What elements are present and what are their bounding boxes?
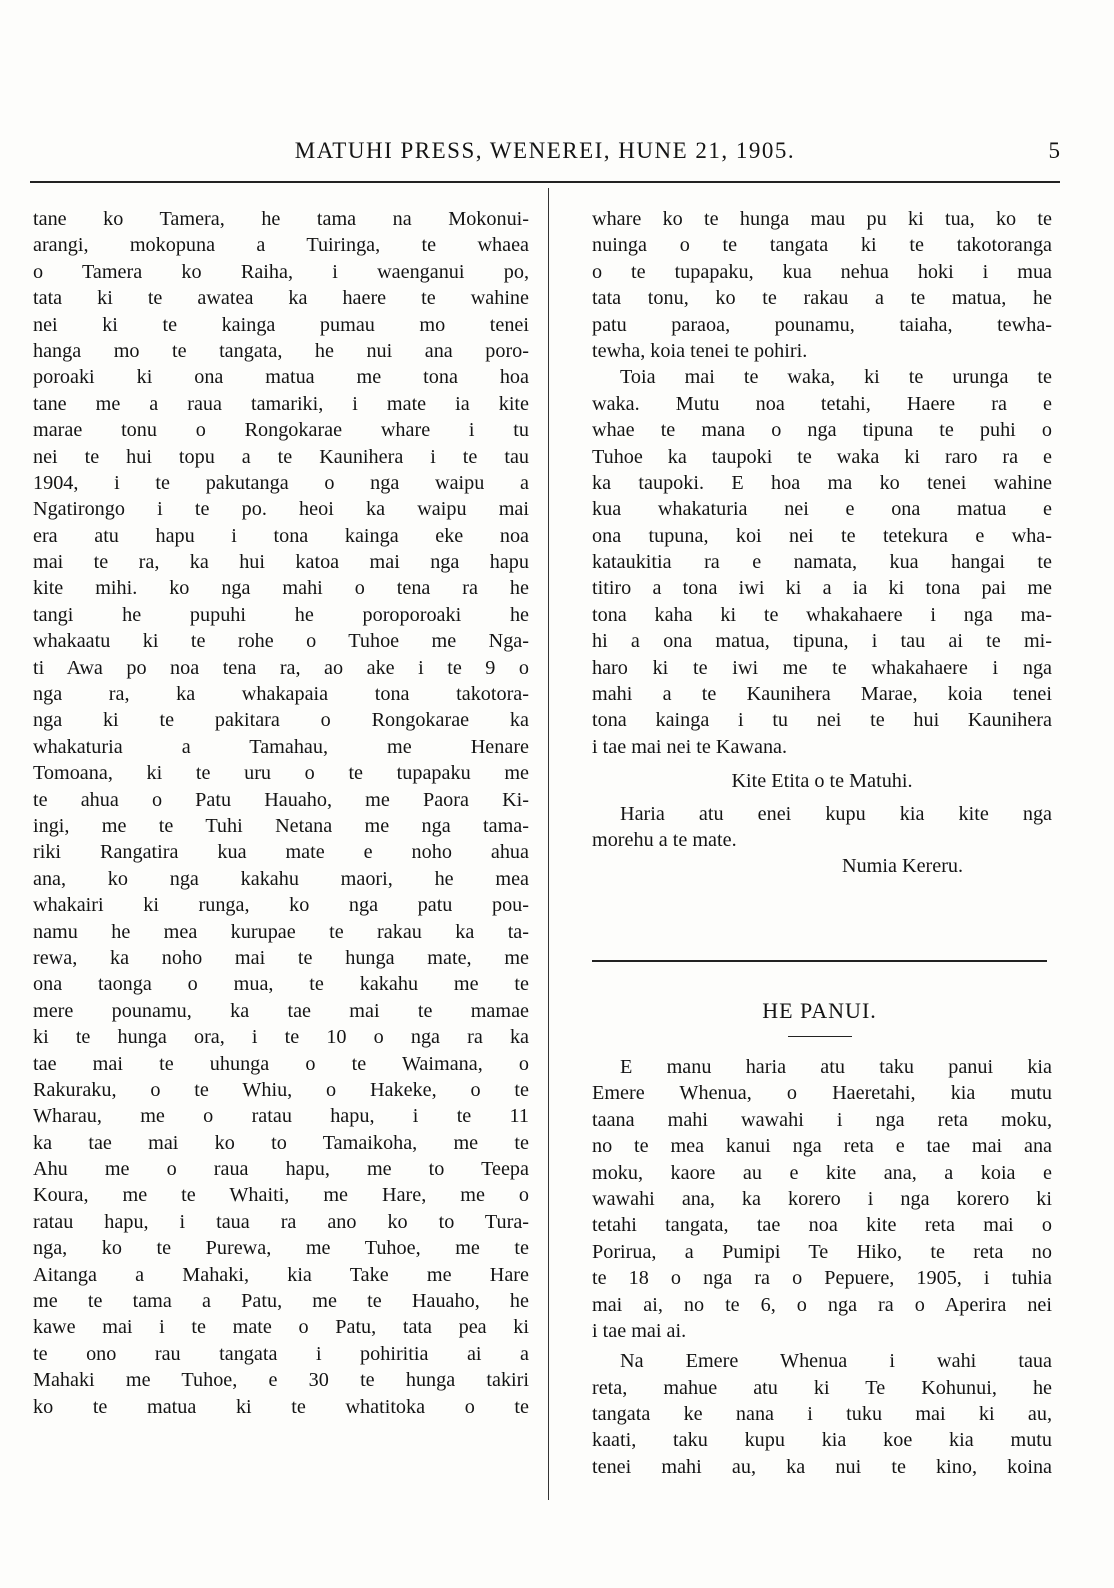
text-line: mere pounamu, ka tae mai te mamae [33, 999, 529, 1022]
text-line: haro ki te iwi me te whakahaere i nga [592, 656, 1052, 679]
text-line: nga ki te pakitara o Rongokarae ka [33, 709, 529, 732]
text-line: o Tamera ko Raiha, i waenganui po, [33, 260, 529, 283]
text-line: Porirua, a Pumipi Te Hiko, te reta no [592, 1240, 1052, 1263]
left-column [33, 206, 529, 1420]
text-line: kawe mai i te mate o Patu, tata pea ki [33, 1316, 529, 1339]
text-line: Wharau, me o ratau hapu, i te 11 [33, 1105, 529, 1128]
text-line: namu he mea kurupae te rakau ka ta- [33, 920, 529, 943]
text-line: tane me a raua tamariki, i mate ia kite [33, 392, 529, 415]
text-line: mahi a te Kaunihera Marae, koia tenei [592, 683, 1052, 706]
text-line: waka. Mutu noa tetahi, Haere ra e [592, 392, 1052, 415]
text-line: tane ko Tamera, he tama na Mokonui- [33, 208, 529, 230]
text-line: Koura, me te Whaiti, me Hare, me o [33, 1184, 529, 1207]
text-line: Ngatirongo i te po. heoi ka waipu mai [33, 498, 529, 521]
text-line: tae mai te uhunga o te Waimana, o [33, 1052, 529, 1075]
notice-body [592, 1054, 1052, 1480]
text-line: riki Rangatira kua mate e noho ahua [33, 841, 529, 864]
text-line: Toia mai te waka, ki te urunga te [620, 366, 1052, 389]
text-line: whae te mana o nga tipuna te puhi o [592, 419, 1052, 442]
text-line: tata tonu, ko te rakau a te matua, he [592, 287, 1052, 310]
text-line: no te mea kanui nga reta e tae mai ana [592, 1135, 1052, 1158]
notice-heading: HE PANUI. [762, 998, 877, 1023]
text-line: Tomoana, ki te uru o te tupapaku me [33, 762, 529, 785]
text-line: patu paraoa, pounamu, taiaha, tewha- [592, 313, 1052, 336]
section-divider-rule [592, 960, 1047, 962]
text-line: i tae mai ai. [592, 1319, 687, 1342]
text-line: hanga mo te tangata, he nui ana poro- [33, 339, 529, 362]
text-line: ki te hunga ora, i te 10 o nga ra ka [33, 1026, 529, 1049]
right-column [592, 206, 1052, 880]
text-line: kaati, taku kupu kia koe kia mutu [592, 1429, 1052, 1452]
text-line: Emere Whenua, o Haeretahi, kia mutu [592, 1082, 1052, 1105]
page-number: 5 [1048, 138, 1060, 163]
text-line: ratau hapu, i taua ra ano ko to Tura- [33, 1210, 529, 1233]
text-line: me te tama a Patu, me te Hauaho, he [33, 1290, 529, 1313]
text-line: te ahua o Patu Hauaho, me Paora Ki- [33, 788, 529, 811]
text-line: Rakuraku, o te Whiu, o Hakeke, o te [33, 1078, 529, 1101]
text-line: era atu hapu i tona kainga eke noa [33, 524, 529, 547]
text-line: whare ko te hunga mau pu ki tua, ko te [592, 208, 1052, 230]
text-line: ingi, me te Tuhi Netana me nga tama- [33, 814, 529, 837]
text-line: marae tonu o Rongokarae whare i tu [33, 419, 529, 442]
text-line: arangi, mokopuna a Tuiringa, te whaea [33, 234, 529, 257]
text-line: kite mihi. ko nga mahi o tena ra he [33, 577, 529, 600]
text-line: whakairi ki runga, ko nga patu pou- [33, 894, 529, 917]
text-line: tewha, koia tenei te pohiri. [592, 339, 808, 362]
text-line: nei ki te kainga pumau mo tenei [33, 313, 529, 336]
text-line: moku, kaore au e kite ana, a koia e [592, 1161, 1052, 1184]
text-line: ona tupuna, koi nei te tetekura e wha- [592, 524, 1052, 547]
text-line: ka tae mai ko to Tamaikoha, me te [33, 1131, 529, 1154]
header-rule [30, 181, 1060, 183]
text-line: tona kainga i tu nei te hui Kaunihera [592, 709, 1052, 732]
text-line: E manu haria atu taku panui kia [620, 1056, 1052, 1078]
text-line: nga, ko te Purewa, me Tuhoe, me te [33, 1237, 529, 1260]
text-line: Tuhoe ka taupoki te waka ki raro ra e [592, 445, 1052, 468]
text-line: wawahi ana, ka korero i nga korero ki [592, 1187, 1052, 1210]
text-line: o te tupapaku, kua nehua hoki i mua [592, 260, 1052, 283]
text-line: Haria atu enei kupu kia kite nga [620, 802, 1052, 825]
text-line: ona taonga o mua, te kakahu me te [33, 973, 529, 996]
text-line: nei te hui topu a te Kaunihera i te tau [33, 445, 529, 468]
column-divider [548, 188, 549, 1500]
text-line: hi a ona matua, tipuna, i tau ai te mi- [592, 630, 1052, 653]
page-header [30, 138, 1060, 178]
newspaper-masthead: MATUHI PRESS, WENEREI, HUNE 21, 1905. [294, 138, 796, 163]
text-line: tona kaha ki te whakahaere i nga ma- [592, 603, 1052, 626]
text-line: poroaki ki ona matua me tona hoa [33, 366, 529, 389]
text-line: Aitanga a Mahaki, kia Take me Hare [33, 1263, 529, 1286]
text-line: mai ai, no te 6, o nga ra o Aperira nei [592, 1293, 1052, 1316]
signature: Numia Kereru. [842, 855, 964, 878]
text-line: tangi he pupuhi he poroporoaki he [33, 603, 529, 626]
text-line: tata ki te awatea ka haere te wahine [33, 287, 529, 310]
text-line: tangata ke nana i tuku mai ki au, [592, 1403, 1052, 1426]
text-line: nga ra, ka whakapaia tona takotora- [33, 683, 529, 706]
text-line: rewa, ka noho mai te hunga mate, me [33, 946, 529, 969]
text-line: titiro a tona iwi ki a ia ki tona pai me [592, 577, 1052, 600]
text-line: nuinga o te tangata ki te takotoranga [592, 234, 1052, 257]
sender-line: Kite Etita o te Matuhi. [731, 770, 913, 793]
text-line: te 18 o nga ra o Pepuere, 1905, i tuhia [592, 1267, 1052, 1290]
text-line: kua whakaturia nei e ona matua e [592, 498, 1052, 521]
text-line: ka taupoki. E hoa ma ko tenei wahine [592, 471, 1052, 494]
text-line: i tae mai nei te Kawana. [592, 735, 788, 758]
heading-underline [788, 1036, 852, 1037]
text-line: Ahu me o raua hapu, me to Teepa [33, 1158, 529, 1181]
text-line: whakaatu ki te rohe o Tuhoe me Nga- [33, 630, 529, 653]
text-line: tetahi tangata, tae noa kite reta mai o [592, 1214, 1052, 1237]
text-line: taana mahi wawahi i nga reta moku, [592, 1108, 1052, 1131]
text-line: tenei mahi au, ka nui te kino, koina [592, 1455, 1052, 1478]
text-line: Mahaki me Tuhoe, e 30 te hunga takiri [33, 1369, 529, 1392]
text-line: morehu a te mate. [592, 828, 737, 851]
text-line: mai te ra, ka hui katoa mai nga hapu [33, 551, 529, 574]
text-line: whakaturia a Tamahau, me Henare [33, 735, 529, 758]
text-line: Na Emere Whenua i wahi taua [620, 1350, 1052, 1373]
text-line: ti Awa po noa tena ra, ao ake i te 9 o [33, 656, 529, 679]
text-line: ana, ko nga kakahu maori, he mea [33, 867, 529, 890]
text-line: reta, mahue atu ki Te Kohunui, he [592, 1376, 1052, 1399]
text-line: 1904, i te pakutanga o nga waipu a [33, 471, 529, 494]
text-line: te ono rau tangata i pohiritia ai a [33, 1342, 529, 1365]
text-line: ko te matua ki te whatitoka o te [33, 1395, 529, 1418]
text-line: kataukitia ra e namata, kua hangai te [592, 551, 1052, 574]
